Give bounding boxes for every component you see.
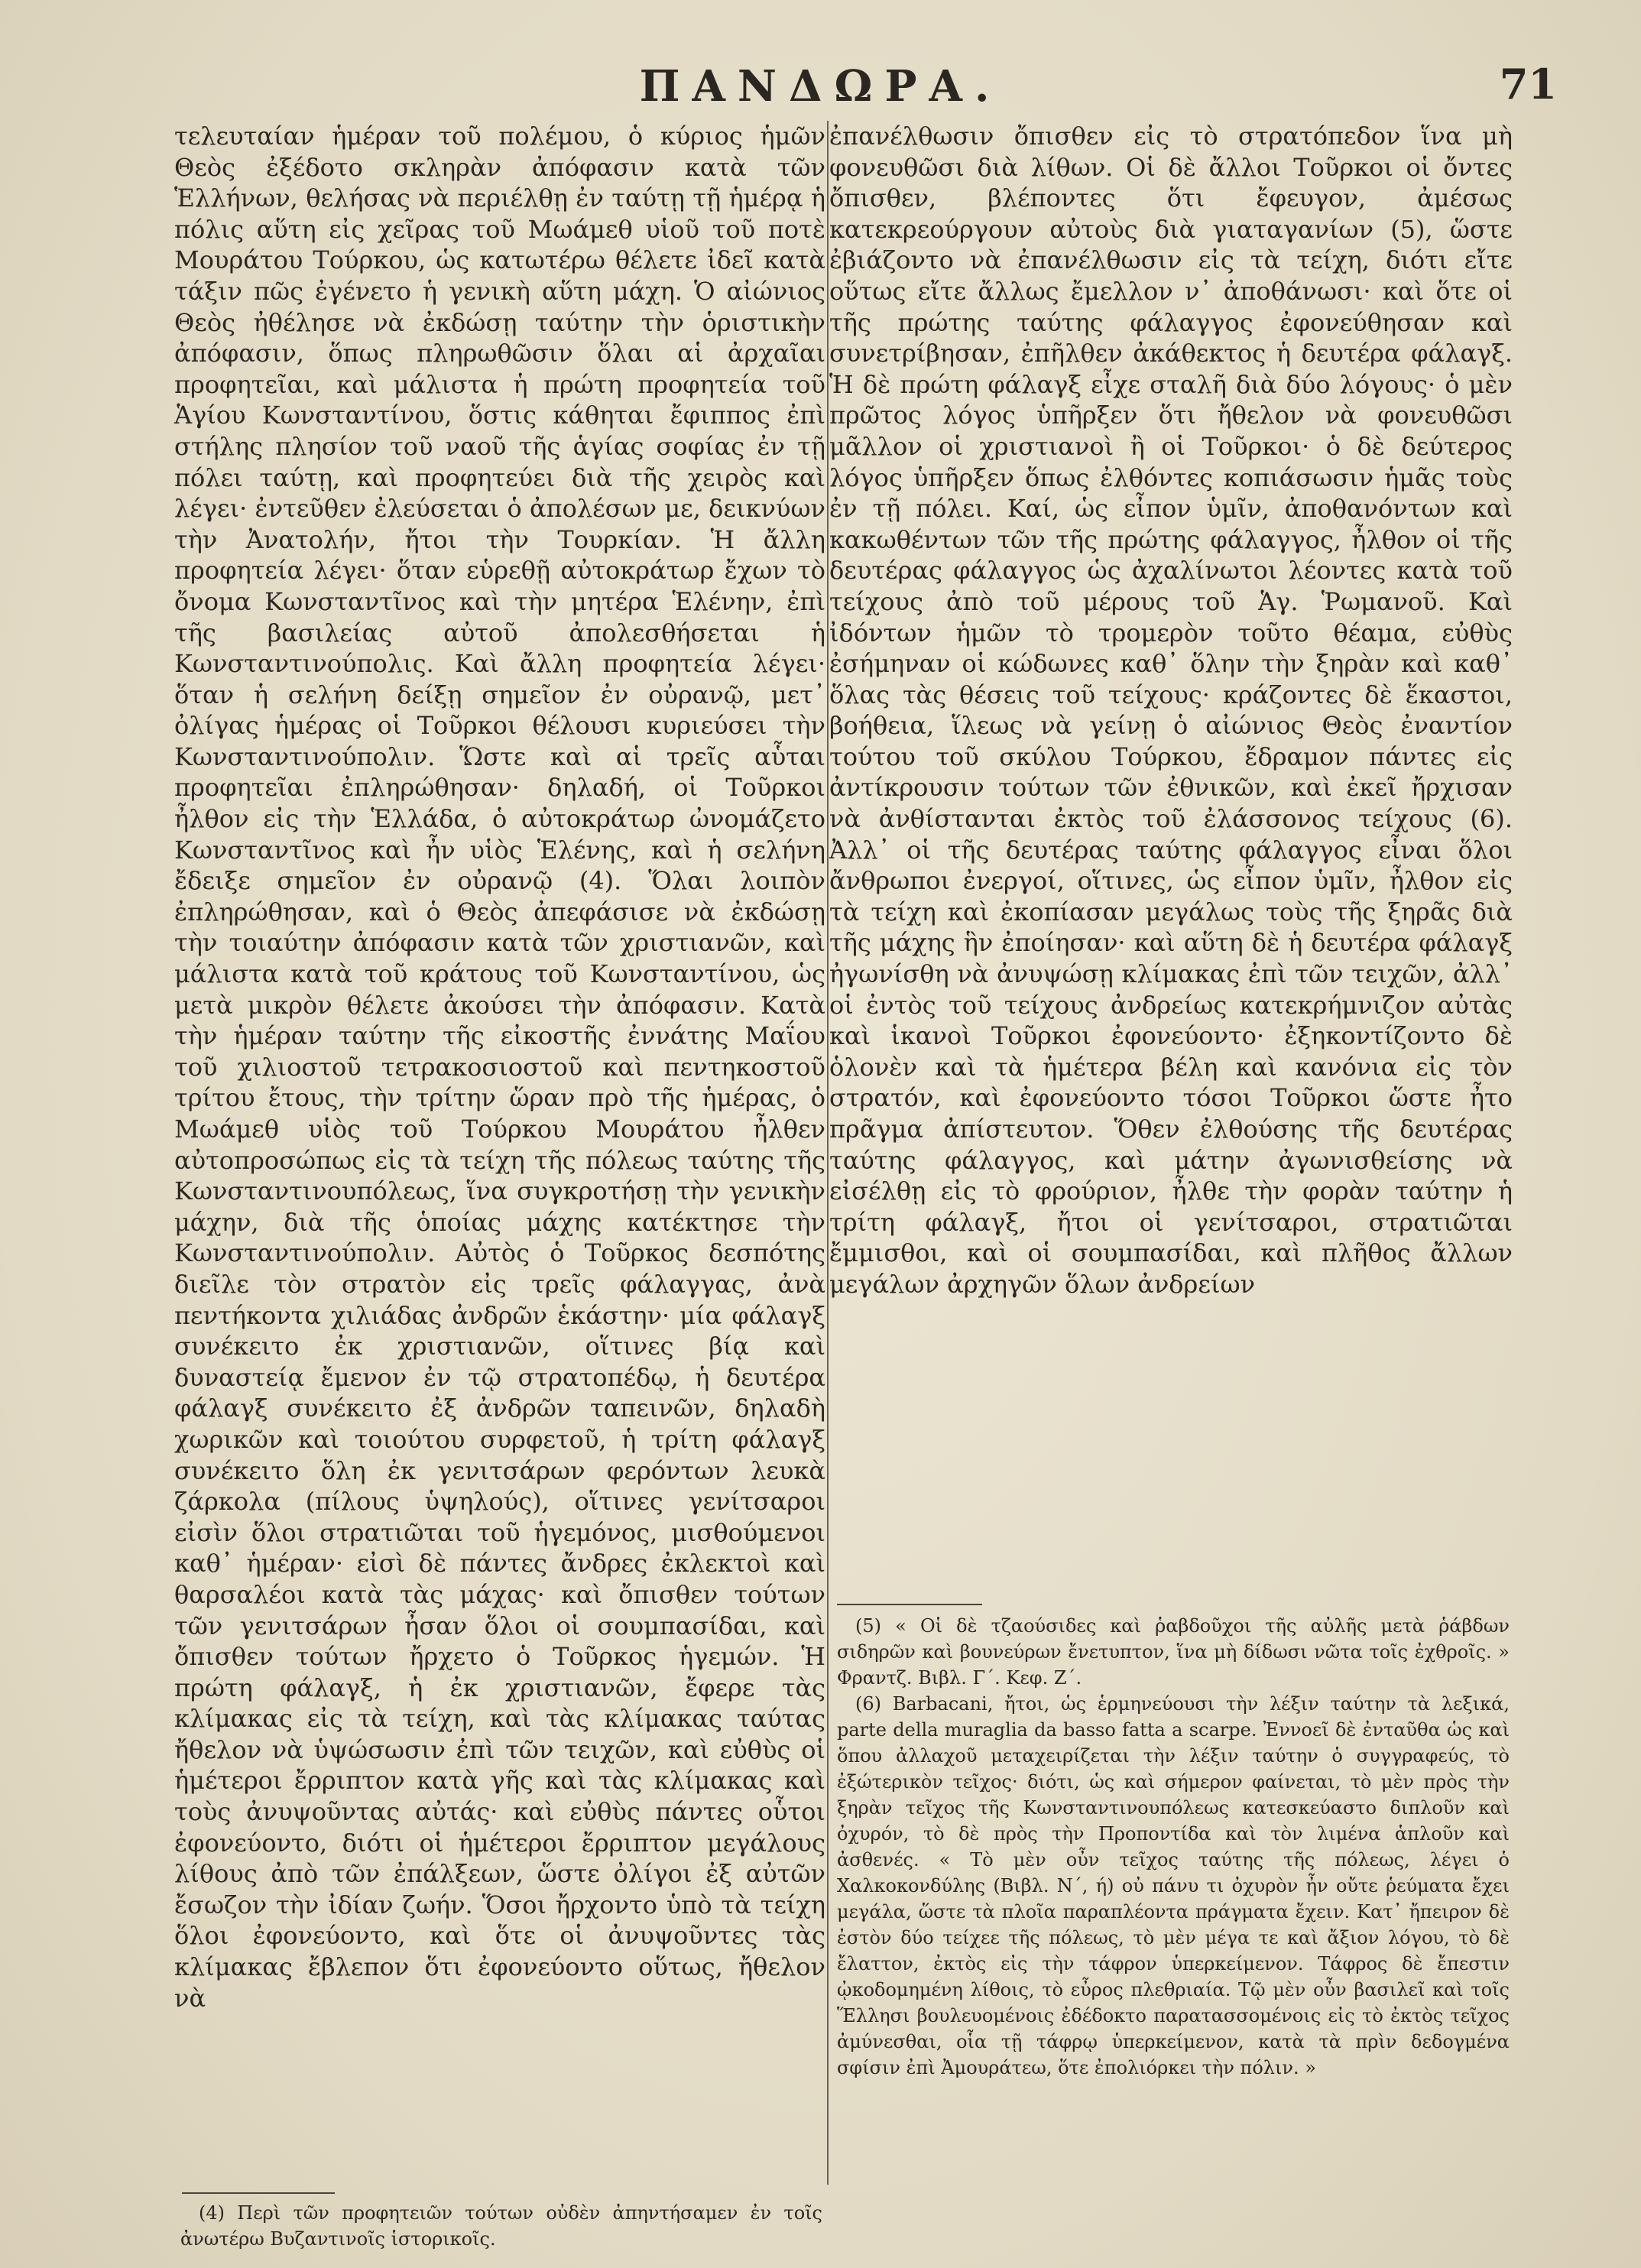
page-header xyxy=(0,46,1641,130)
journal-title: ΠΑΝΔΩΡΑ. xyxy=(639,61,1002,112)
footnote-4 xyxy=(180,2200,822,2252)
footnote-rule-right xyxy=(837,1604,982,1605)
column-divider xyxy=(827,121,829,2185)
footnote-rule-left xyxy=(182,2192,335,2194)
left-column xyxy=(174,121,825,2013)
right-column-text: ἐπανέλθωσιν ὄπισθεν εἰς τὸ στρατόπεδον ἵνα μὴ φονευθῶσι διὰ λίθων. Οἱ δὲ ἄλλοι Τοῦρκοι οἱ ὄντες ὄπισθεν, βλέποντες ὅτι ἔφευγον, ἀμέσως κατεκρεούργουν αὐτοὺς διὰ γιαταγανίων (5), ὥστε ἐβιάζοντο νὰ ἐπανέλθωσιν εἰς τὰ τείχη, διότι εἴτε οὕτως εἴτε ἄλλως ἔμελλον ν᾽ ἀποθάνωσι· καὶ ὅτε οἱ τῆς πρώτης ταύτης φάλαγγος ἐφονεύθησαν καὶ συνετρίβησαν, ἐπῆλθεν ἀκάθεκτος ἡ δευτέρα φάλαγξ. Ἡ δὲ πρώτη φάλαγξ εἶχε σταλῆ διὰ δύο λόγους· ὁ μὲν πρῶτος λόγος ὑπῆρξεν ὅτι ἤθελον νὰ φονευθῶσι μᾶλλον οἱ χριστιανοὶ ἢ οἱ Τοῦρκοι· ὁ δὲ δεύτερος λόγος ὑπῆρξεν ὅπως ἐλθόντες κοπιάσωσιν ἡμᾶς τοὺς ἐν τῇ πόλει. Καί, ὡς εἶπον ὑμῖν, ἀποθανόντων καὶ κακωθέντων τῶν τῆς πρώτης φάλαγγος, ἦλθον οἱ τῆς δευτέρας φάλαγγος ὡς ἀχαλίνωτοι λέοντες κατὰ τοῦ τείχους ἀπὸ τοῦ μέρους τοῦ Ἁγ. Ῥωμανοῦ. Καὶ ἰδόντων ἡμῶν τὸ τρομερὸν τοῦτο θέαμα, εὐθὺς ἐσήμηναν οἱ κώδωνες καθ᾽ ὅλην τὴν ξηρὰν καὶ καθ᾽ ὅλας τὰς θέσεις τοῦ τείχους· κράζοντες δὲ ἕκαστοι, βοήθεια, ἵλεως νὰ γείνῃ ὁ αἰώνιος Θεὸς ἐναντίον τούτου τοῦ σκύλου Τούρκου, ἔδραμον πάντες εἰς ἀντίκρουσιν τούτων τῶν ἐθνικῶν, καὶ ἐκεῖ ἤρχισαν νὰ ἀνθίστανται ἐκτὸς τοῦ ἐλάσσονος τείχους (6). Ἀλλ᾽ οἱ τῆς δευτέρας ταύτης φάλαγγος εἶναι ὅλοι ἄνθρωποι ἐνεργοί, οἵτινες, ὡς εἶπον ὑμῖν, ἦλθον εἰς τὰ τείχη καὶ ἐκοπίασαν μεγάλως τοὺς τῆς ξηρᾶς διὰ τῆς μάχης ἣν ἐποίησαν· καὶ αὕτη δὲ ἡ δευτέρα φάλαγξ ἠγωνίσθη νὰ ἀνυψώσῃ κλίμακας ἐπὶ τῶν τειχῶν, ἀλλ᾽ οἱ ἐντὸς τοῦ τείχους ἀνδρείως κατεκρήμνιζον αὐτὰς καὶ ἱκανοὶ Τοῦρκοι ἐφονεύοντο· ἐξηκοντίζοντο δὲ ὁλονὲν καὶ τὰ ἡμέτερα βέλη καὶ κανόνια εἰς τὸν στρατόν, καὶ ἐφονεύοντο τόσοι Τοῦρκοι ὥστε ἦτο πρᾶγμα ἀπίστευτον. Ὅθεν ἐλθούσης τῆς δευτέρας ταύτης φάλαγγος, καὶ μάτην ἀγωνισθείσης νὰ εἰσέλθῃ εἰς τὸ φρούριον, ἦλθε τὴν φορὰν ταύτην ἡ τρίτη φάλαγξ, ἤτοι οἱ γενίτσαροι, στρατιῶται ἔμμισθοι, καὶ οἱ σουμπασίδαι, καὶ πλῆθος ἄλλων μεγάλων ἀρχηγῶν ὅλων ἀνδρείων xyxy=(829,122,1513,1299)
footnote-6-text: (6) Barbacani, ἤτοι, ὡς ἑρμηνεύουσι τὴν λέξιν ταύτην τὰ λεξικά, parte della muraglia da basso fatta a scarpe. Ἐννοεῖ δὲ ἐνταῦθα ὡς καὶ ὅπου ἀλλαχοῦ μεταχειρίζεται τὴν λέξιν ταύτην ὁ συγγραφεύς, τὸ ἐξώτερικὸν τεῖχος· διότι, ὡς καὶ σήμερον φαίνεται, τὸ μὲν πρὸς τὴν ξηρὰν τεῖχος τῆς Κωνσταντινουπόλεως κατεσκεύαστο διπλοῦν καὶ ὀχυρόν, τὸ δὲ πρὸς τὴν Προποντίδα καὶ τὸν λιμένα ἁπλοῦν καὶ ἀσθενές. « Τὸ μὲν οὖν τεῖχος ταύτης τῆς πόλεως, λέγει ὁ Χαλκοκονδύλης (Βιβλ. Ν΄, ή) οὐ πάνυ τι ὀχυρὸν ἦν οὔτε ῥεύματα ἔχει μεγάλα, ὥστε τὰ πλοῖα παραπλέοντα πράγματα ἔχειν. Κατ᾽ ἤπειρον δὲ ἐστὸν δύο τείχεε τῆς πόλεως, τὸ μὲν μέγα τε καὶ ἄξιον λόγου, τὸ δὲ ἔλαττον, ἐκτὸς εἰς τὴν τάφρον ὑπερκείμενον. Τάφρος δὲ ἔπεστιν ᾠκοδομημένη λίθοις, τὸ εὖρος πλεθριαία. Τῷ μὲν οὖν βασιλεῖ καὶ τοῖς Ἕλλησι βουλευομένοις ἐδέδοκτο παρατασσομένοις εἰς τὸ ἐκτὸς τεῖχος ἀμύνεσθαι, οἷα τῇ τάφρῳ ὑπερκείμενον, κατὰ τὰ πρὶν δεδογμένα σφίσιν ἐπὶ Ἀμουράτεω, ὅτε ἐπολιόρκει τὴν πόλιν. » xyxy=(837,1693,1510,2078)
footnotes-right xyxy=(837,1613,1510,2081)
right-column xyxy=(829,121,1513,1300)
left-column-text: τελευταίαν ἡμέραν τοῦ πολέμου, ὁ κύριος ἡμῶν Θεὸς ἐξέδοτο σκληρὰν ἀπόφασιν κατὰ τῶν Ἑλλήνων, θελήσας νὰ περιέλθῃ ἐν ταύτῃ τῇ ἡμέρᾳ ἡ πόλις αὕτη εἰς χεῖρας τοῦ Μωάμεθ υἱοῦ τοῦ ποτὲ Μουράτου Τούρκου, ὡς κατωτέρω θέλετε ἰδεῖ κατὰ τάξιν πῶς ἐγένετο ἡ γενικὴ αὕτη μάχη. Ὁ αἰώνιος Θεὸς ἠθέλησε νὰ ἐκδώσῃ ταύτην τὴν ὁριστικὴν ἀπόφασιν, ὅπως πληρωθῶσιν ὅλαι αἱ ἀρχαῖαι προφητεῖαι, καὶ μάλιστα ἡ πρώτη προφητεία τοῦ Ἁγίου Κωνσταντίνου, ὅστις κάθηται ἔφιππος ἐπὶ στήλης πλησίον τοῦ ναοῦ τῆς ἁγίας σοφίας ἐν τῇ πόλει ταύτῃ, καὶ προφητεύει διὰ τῆς χειρὸς καὶ λέγει· ἐντεῦθεν ἐλεύσεται ὁ ἀπολέσων με, δεικνύων τὴν Ἀνατολήν, ἤτοι τὴν Τουρκίαν. Ἡ ἄλλη προφητεία λέγει· ὅταν εὑρεθῇ αὐτοκράτωρ ἔχων τὸ ὄνομα Κωνσταντῖνος καὶ τὴν μητέρα Ἑλένην, ἐπὶ τῆς βασιλείας αὐτοῦ ἀπολεσθήσεται ἡ Κωνσταντινούπολις. Καὶ ἄλλη προφητεία λέγει· ὅταν ἡ σελήνη δείξῃ σημεῖον ἐν οὐρανῷ, μετ᾽ ὀλίγας ἡμέρας οἱ Τοῦρκοι θέλουσι κυριεύσει τὴν Κωνσταντινούπολιν. Ὥστε καὶ αἱ τρεῖς αὗται προφητεῖαι ἐπληρώθησαν· δηλαδή, οἱ Τοῦρκοι ἦλθον εἰς τὴν Ἑλλάδα, ὁ αὐτοκράτωρ ὠνομάζετο Κωνσταντῖνος καὶ ἦν υἱὸς Ἑλένης, καὶ ἡ σελήνη ἔδειξε σημεῖον ἐν οὐρανῷ (4). Ὅλαι λοιπὸν ἐπληρώθησαν, καὶ ὁ Θεὸς ἀπεφάσισε νὰ ἐκδώσῃ τὴν τοιαύτην ἀπόφασιν κατὰ τῶν χριστιανῶν, καὶ μάλιστα κατὰ τοῦ κράτους τοῦ Κωνσταντίνου, ὡς μετὰ μικρὸν θέλετε ἀκούσει τὴν ἀπόφασιν. Κατὰ τὴν ἡμέραν ταύτην τῆς εἰκοστῆς ἐννάτης Μαΐου τοῦ χιλιοστοῦ τετρακοσιοστοῦ καὶ πεντηκοστοῦ τρίτου ἔτους, τὴν τρίτην ὥραν πρὸ τῆς ἡμέρας, ὁ Μωάμεθ υἱὸς τοῦ Τούρκου Μουράτου ἦλθεν αὐτοπροσώπως εἰς τὰ τείχη τῆς πόλεως ταύτης τῆς Κωνσταντινουπόλεως, ἵνα συγκροτήσῃ τὴν γενικὴν μάχην, διὰ τῆς ὁποίας μάχης κατέκτησε τὴν Κωνσταντινούπολιν. Αὐτὸς ὁ Τοῦρκος δεσπότης διεῖλε τὸν στρατὸν εἰς τρεῖς φάλαγγας, ἀνὰ πεντήκοντα χιλιάδας ἀνδρῶν ἑκάστην· μία φάλαγξ συνέκειτο ἐκ χριστιανῶν, οἵτινες βίᾳ καὶ δυναστείᾳ ἔμενον ἐν τῷ στρατοπέδῳ, ἡ δευτέρα φάλαγξ συνέκειτο ἐξ ἀνδρῶν ταπεινῶν, δηλαδὴ χωρικῶν καὶ τοιούτου συρφετοῦ, ἡ τρίτη φάλαγξ συνέκειτο ὅλη ἐκ γενιτσάρων φερόντων λευκὰ ζάρκολα (πίλους ὑψηλούς), οἵτινες γενίτσαροι εἰσὶν ὅλοι στρατιῶται τοῦ ἡγεμόνος, μισθούμενοι καθ᾽ ἡμέραν· εἰσὶ δὲ πάντες ἄνδρες ἐκλεκτοὶ καὶ θαρσαλέοι κατὰ τὰς μάχας· καὶ ὄπισθεν τούτων τῶν γενιτσάρων ἦσαν ὅλοι οἱ σουμπασίδαι, καὶ ὄπισθεν τούτων ἤρχετο ὁ Τοῦρκος ἡγεμών. Ἡ πρώτη φάλαγξ, ἡ ἐκ χριστιανῶν, ἔφερε τὰς κλίμακας εἰς τὰ τείχη, καὶ τὰς κλίμακας ταύτας ἤθελον νὰ ὑψώσωσιν ἐπὶ τῶν τειχῶν, καὶ εὐθὺς οἱ ἡμέτεροι ἔρριπτον κατὰ γῆς καὶ τὰς κλίμακας καὶ τοὺς ἀνυψοῦντας αὐτάς· καὶ εὐθὺς πάντες οὗτοι ἐφονεύοντο, διότι οἱ ἡμέτεροι ἔρριπτον μεγάλους λίθους ἀπὸ τῶν ἐπάλξεων, ὥστε ὀλίγοι ἐξ αὐτῶν ἔσωζον τὴν ἰδίαν ζωήν. Ὅσοι ἤρχοντο ὑπὸ τὰ τείχη ὅλοι ἐφονεύοντο, καὶ ὅτε οἱ ἀνυψοῦντες τὰς κλίμακας ἔβλεπον ὅτι ἐφονεύοντο οὕτως, ἤθελον νὰ xyxy=(174,122,825,2013)
page-number: 71 xyxy=(1499,60,1557,109)
footnote-5-text: (5) « Οἱ δὲ τζαούσιδες καὶ ῥαβδοῦχοι τῆς αὐλῆς μετὰ ῥάβδων σιδηρῶν καὶ βουνεύρων ἔνετυπτον, ἵνα μὴ δίδωσι νῶτα τοῖς ἐχθροῖς. » Φραντζ. Βιβλ. Γ΄. Κεφ. Ζ΄. xyxy=(837,1615,1510,1689)
footnote-4-text: (4) Περὶ τῶν προφητειῶν τούτων οὐδὲν ἀπηντήσαμεν ἐν τοῖς ἀνωτέρω Βυζαντινοῖς ἱστορικοῖς. xyxy=(180,2202,822,2250)
